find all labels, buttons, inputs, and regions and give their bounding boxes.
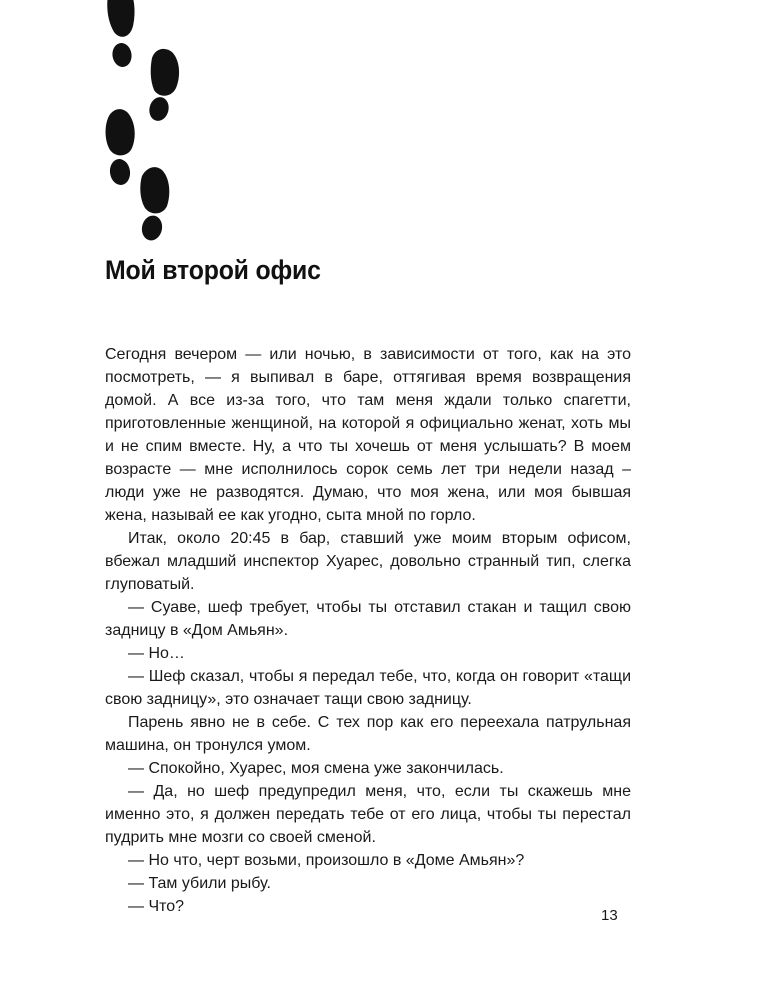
- paragraph: — Суаве, шеф требует, чтобы ты отставил стакан и тащил свою задницу в «Дом Амьян».: [105, 599, 631, 639]
- paragraph: — Шеф сказал, чтобы я передал тебе, что, когда он говорит «тащи свою задницу», это означает тащи свою задницу.: [105, 668, 631, 708]
- footprints-icon: [100, 0, 190, 250]
- chapter-text: [105, 343, 631, 918]
- chapter-title: Мой второй офис: [105, 255, 321, 285]
- paragraph: — Спокойно, Хуарес, моя смена уже закончилась.: [128, 760, 504, 777]
- paragraph: Парень явно не в себе. С тех пор как его переехала патрульная машина, он тронулся умом.: [105, 714, 631, 754]
- paragraph: — Но…: [128, 645, 185, 662]
- paragraph: — Что?: [128, 898, 185, 915]
- paragraph: — Да, но шеф предупредил меня, что, если ты скажешь мне именно это, я должен передать тебе от его лица, чтобы ты перестал пудрить мне мозги со своей сменой.: [105, 783, 631, 846]
- paragraph: — Но что, черт возьми, произошло в «Доме Амьян»?: [128, 852, 525, 869]
- paragraph: — Там убили рыбу.: [128, 875, 271, 892]
- page-number: 13: [601, 907, 618, 924]
- paragraph: Итак, около 20:45 в бар, ставший уже моим вторым офисом, вбежал младший инспектор Хуарес, довольно странный тип, слегка глуповатый.: [105, 530, 631, 593]
- paragraph: Сегодня вечером — или ночью, в зависимости от того, как на это посмотреть, — я выпивал в баре, оттягивая время возвращения домой. А все из-за того, что там меня ждали только спагетти, приготовленные женщиной, на которой я официально женат, хоть мы и не спим вместе. Ну, а что ты хочешь от меня услышать? В моем возрасте — мне исполнилось сорок семь лет три недели назад – люди уже не разводятся. Думаю, что моя жена, или моя бывшая жена, называй ее как угодно, сыта мной по горло.: [105, 346, 631, 524]
